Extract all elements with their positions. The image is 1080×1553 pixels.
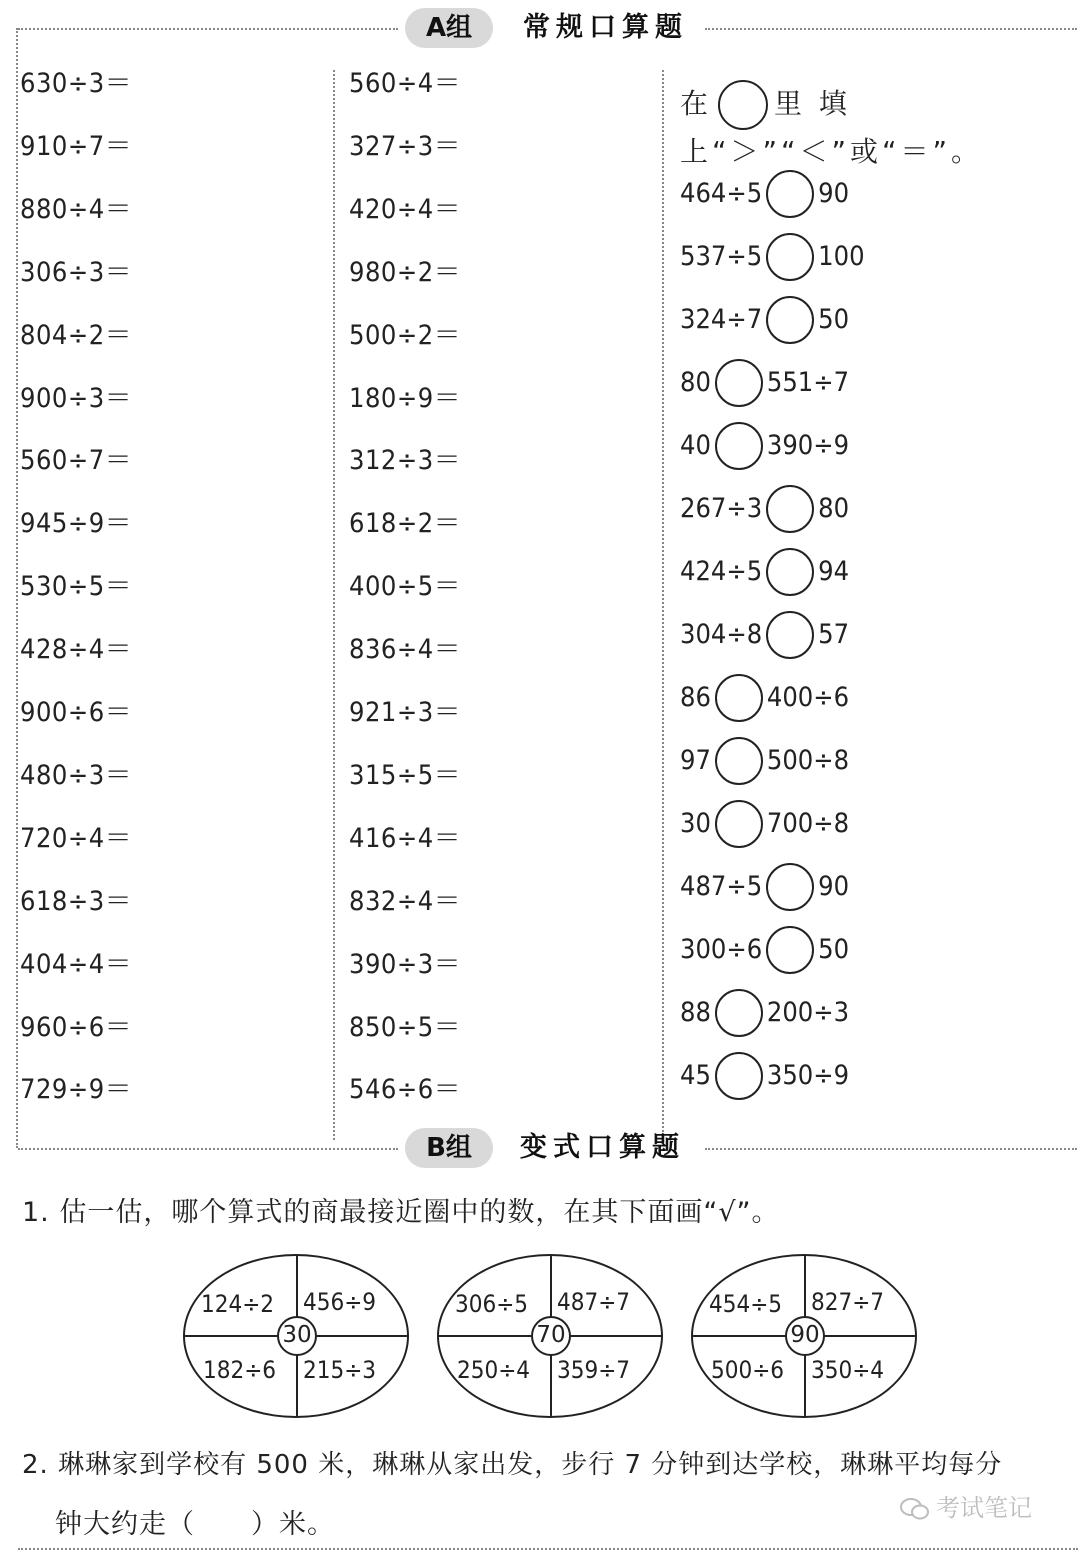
division-problem: 729÷9＝ bbox=[20, 1074, 133, 1106]
compare-right: 57 bbox=[818, 619, 850, 650]
division-problem: 560÷7＝ bbox=[20, 445, 133, 477]
compare-left: 537÷5 bbox=[680, 241, 763, 272]
division-problem: 327÷3＝ bbox=[349, 130, 462, 162]
compare-item bbox=[680, 168, 849, 220]
compare-left: 80 bbox=[680, 367, 711, 398]
compare-right: 90 bbox=[818, 178, 850, 209]
division-problem: 306÷3＝ bbox=[20, 256, 133, 288]
division-problem: 630÷3＝ bbox=[20, 68, 133, 99]
division-problem: 428÷4＝ bbox=[20, 634, 133, 666]
compare-right: 200÷3 bbox=[766, 997, 850, 1028]
compare-item bbox=[680, 609, 849, 661]
watermark-text: 考试笔记 bbox=[936, 1494, 1032, 1522]
oval-expr-bottom-left[interactable]: 182÷6 bbox=[203, 1356, 277, 1384]
division-problem: 420÷4＝ bbox=[349, 193, 462, 225]
section-b-title: 变式口算题 bbox=[520, 1132, 685, 1163]
division-problem: 500÷2＝ bbox=[349, 319, 462, 351]
answer-circle-icon[interactable] bbox=[766, 611, 814, 659]
division-problem: 921÷3＝ bbox=[349, 697, 462, 728]
answer-circle-icon[interactable] bbox=[766, 863, 814, 911]
division-problem: 804÷2＝ bbox=[20, 319, 133, 351]
compare-right: 500÷8 bbox=[766, 745, 850, 776]
compare-left: 86 bbox=[680, 682, 711, 713]
oval-expr-top-right[interactable]: 456÷9 bbox=[303, 1288, 377, 1316]
division-problem: 880÷4＝ bbox=[20, 193, 133, 225]
compare-left: 324÷7 bbox=[680, 304, 763, 335]
division-problem: 900÷6＝ bbox=[20, 697, 133, 728]
compare-item bbox=[680, 861, 849, 913]
section-b-badge: B组 bbox=[405, 1128, 493, 1168]
compare-item bbox=[680, 924, 849, 976]
division-problem: 390÷3＝ bbox=[349, 948, 462, 980]
watermark bbox=[900, 1488, 1032, 1523]
compare-left: 304÷8 bbox=[680, 619, 763, 650]
compare-item bbox=[680, 357, 849, 409]
division-problem: 400÷5＝ bbox=[349, 571, 462, 603]
division-problem: 960÷6＝ bbox=[20, 1011, 133, 1043]
question-2-line-1: 2. 琳琳家到学校有 500 米，琳琳从家出发，步行 7 分钟到达学校，琳琳平均每分 bbox=[22, 1450, 1003, 1480]
compare-item bbox=[680, 420, 849, 472]
column-divider-2 bbox=[662, 70, 664, 1140]
division-problem: 618÷2＝ bbox=[349, 508, 462, 540]
answer-circle-icon[interactable] bbox=[766, 926, 814, 974]
compare-left: 487÷5 bbox=[680, 871, 763, 902]
oval-expr-top-right[interactable]: 487÷7 bbox=[557, 1288, 631, 1316]
section-a-header bbox=[0, 8, 1080, 48]
oval-expr-bottom-left[interactable]: 500÷6 bbox=[711, 1356, 785, 1384]
chat-bubble-icon bbox=[900, 1497, 930, 1521]
division-problem: 546÷6＝ bbox=[349, 1074, 462, 1106]
estimate-oval bbox=[183, 1254, 409, 1418]
compare-left: 30 bbox=[680, 808, 711, 839]
section-b-header bbox=[0, 1128, 1080, 1168]
division-problem: 910÷7＝ bbox=[20, 130, 133, 162]
division-problem: 404÷4＝ bbox=[20, 948, 133, 980]
answer-circle-icon[interactable] bbox=[715, 737, 763, 785]
question-2-line-2: 钟大约走（ ）米。 bbox=[55, 1509, 335, 1540]
division-problem: 618÷3＝ bbox=[20, 885, 133, 917]
answer-circle-icon[interactable] bbox=[715, 989, 763, 1037]
division-problem: 836÷4＝ bbox=[349, 634, 462, 666]
compare-instruction bbox=[680, 80, 1075, 174]
division-problem: 832÷4＝ bbox=[349, 885, 462, 917]
division-problem: 560÷4＝ bbox=[349, 68, 462, 99]
blank-circle-icon bbox=[718, 80, 768, 130]
compare-left: 300÷6 bbox=[680, 934, 763, 965]
answer-circle-icon[interactable] bbox=[715, 674, 763, 722]
compare-left: 97 bbox=[680, 745, 711, 776]
division-problem: 980÷2＝ bbox=[349, 256, 462, 288]
instruction-prefix: 在 bbox=[680, 87, 713, 120]
answer-circle-icon[interactable] bbox=[715, 422, 763, 470]
compare-right: 50 bbox=[818, 304, 850, 335]
answer-circle-icon[interactable] bbox=[766, 548, 814, 596]
column-divider-1 bbox=[333, 70, 335, 1140]
compare-item bbox=[680, 735, 849, 787]
division-problem: 315÷5＝ bbox=[349, 759, 462, 791]
compare-item bbox=[680, 798, 849, 850]
section-a-title: 常规口算题 bbox=[523, 12, 688, 43]
oval-expr-bottom-right[interactable]: 359÷7 bbox=[557, 1356, 631, 1384]
answer-circle-icon[interactable] bbox=[715, 359, 763, 407]
answer-circle-icon[interactable] bbox=[715, 1052, 763, 1100]
estimate-oval bbox=[437, 1254, 663, 1418]
division-problem: 720÷4＝ bbox=[20, 822, 133, 854]
oval-expr-top-left[interactable]: 124÷2 bbox=[201, 1290, 275, 1318]
compare-right: 350÷9 bbox=[766, 1060, 850, 1091]
compare-right: 80 bbox=[818, 493, 850, 524]
division-problem: 850÷5＝ bbox=[349, 1011, 462, 1043]
answer-circle-icon[interactable] bbox=[766, 233, 814, 281]
oval-expr-bottom-right[interactable]: 350÷4 bbox=[811, 1356, 885, 1384]
compare-item bbox=[680, 672, 849, 724]
compare-item bbox=[680, 546, 849, 598]
instruction-suffix: 里 填 上“＞”“＜”或“＝”。 bbox=[680, 87, 984, 168]
compare-left: 464÷5 bbox=[680, 178, 763, 209]
compare-right: 390÷9 bbox=[766, 430, 850, 461]
compare-item bbox=[680, 987, 849, 1039]
compare-left: 424÷5 bbox=[680, 556, 763, 587]
compare-right: 400÷6 bbox=[766, 682, 850, 713]
compare-right: 50 bbox=[818, 934, 850, 965]
division-problem: 180÷9＝ bbox=[349, 382, 462, 414]
bottom-border bbox=[18, 1548, 1078, 1550]
division-problem: 416÷4＝ bbox=[349, 822, 462, 854]
compare-right: 700÷8 bbox=[766, 808, 850, 839]
oval-target-number: 70 bbox=[531, 1316, 571, 1356]
oval-target-number: 90 bbox=[785, 1316, 825, 1356]
compare-left: 40 bbox=[680, 430, 711, 461]
compare-right: 94 bbox=[818, 556, 850, 587]
compare-right: 100 bbox=[818, 241, 865, 272]
left-border bbox=[16, 28, 18, 1148]
compare-item bbox=[680, 294, 849, 346]
compare-item bbox=[680, 1050, 849, 1102]
section-a-badge: A组 bbox=[405, 8, 493, 48]
oval-expr-bottom-right[interactable]: 215÷3 bbox=[303, 1356, 377, 1384]
compare-item bbox=[680, 483, 849, 535]
oval-expr-top-left[interactable]: 454÷5 bbox=[709, 1290, 783, 1318]
division-problem: 480÷3＝ bbox=[20, 759, 133, 791]
compare-left: 88 bbox=[680, 997, 711, 1028]
oval-expr-bottom-left[interactable]: 250÷4 bbox=[457, 1356, 531, 1384]
oval-expr-top-left[interactable]: 306÷5 bbox=[455, 1290, 529, 1318]
estimate-oval bbox=[691, 1254, 917, 1418]
division-problem: 530÷5＝ bbox=[20, 571, 133, 603]
compare-right: 90 bbox=[818, 871, 850, 902]
answer-circle-icon[interactable] bbox=[766, 296, 814, 344]
compare-left: 267÷3 bbox=[680, 493, 763, 524]
division-problem: 945÷9＝ bbox=[20, 508, 133, 540]
compare-item bbox=[680, 231, 865, 283]
division-problem: 312÷3＝ bbox=[349, 445, 462, 477]
question-1: 1. 估一估，哪个算式的商最接近圈中的数，在其下面画“√”。 bbox=[22, 1197, 780, 1228]
answer-circle-icon[interactable] bbox=[766, 170, 814, 218]
oval-target-number: 30 bbox=[277, 1316, 317, 1356]
division-problem: 900÷3＝ bbox=[20, 382, 133, 414]
compare-left: 45 bbox=[680, 1060, 711, 1091]
answer-circle-icon[interactable] bbox=[715, 800, 763, 848]
oval-expr-top-right[interactable]: 827÷7 bbox=[811, 1288, 885, 1316]
compare-right: 551÷7 bbox=[766, 367, 850, 398]
answer-circle-icon[interactable] bbox=[766, 485, 814, 533]
